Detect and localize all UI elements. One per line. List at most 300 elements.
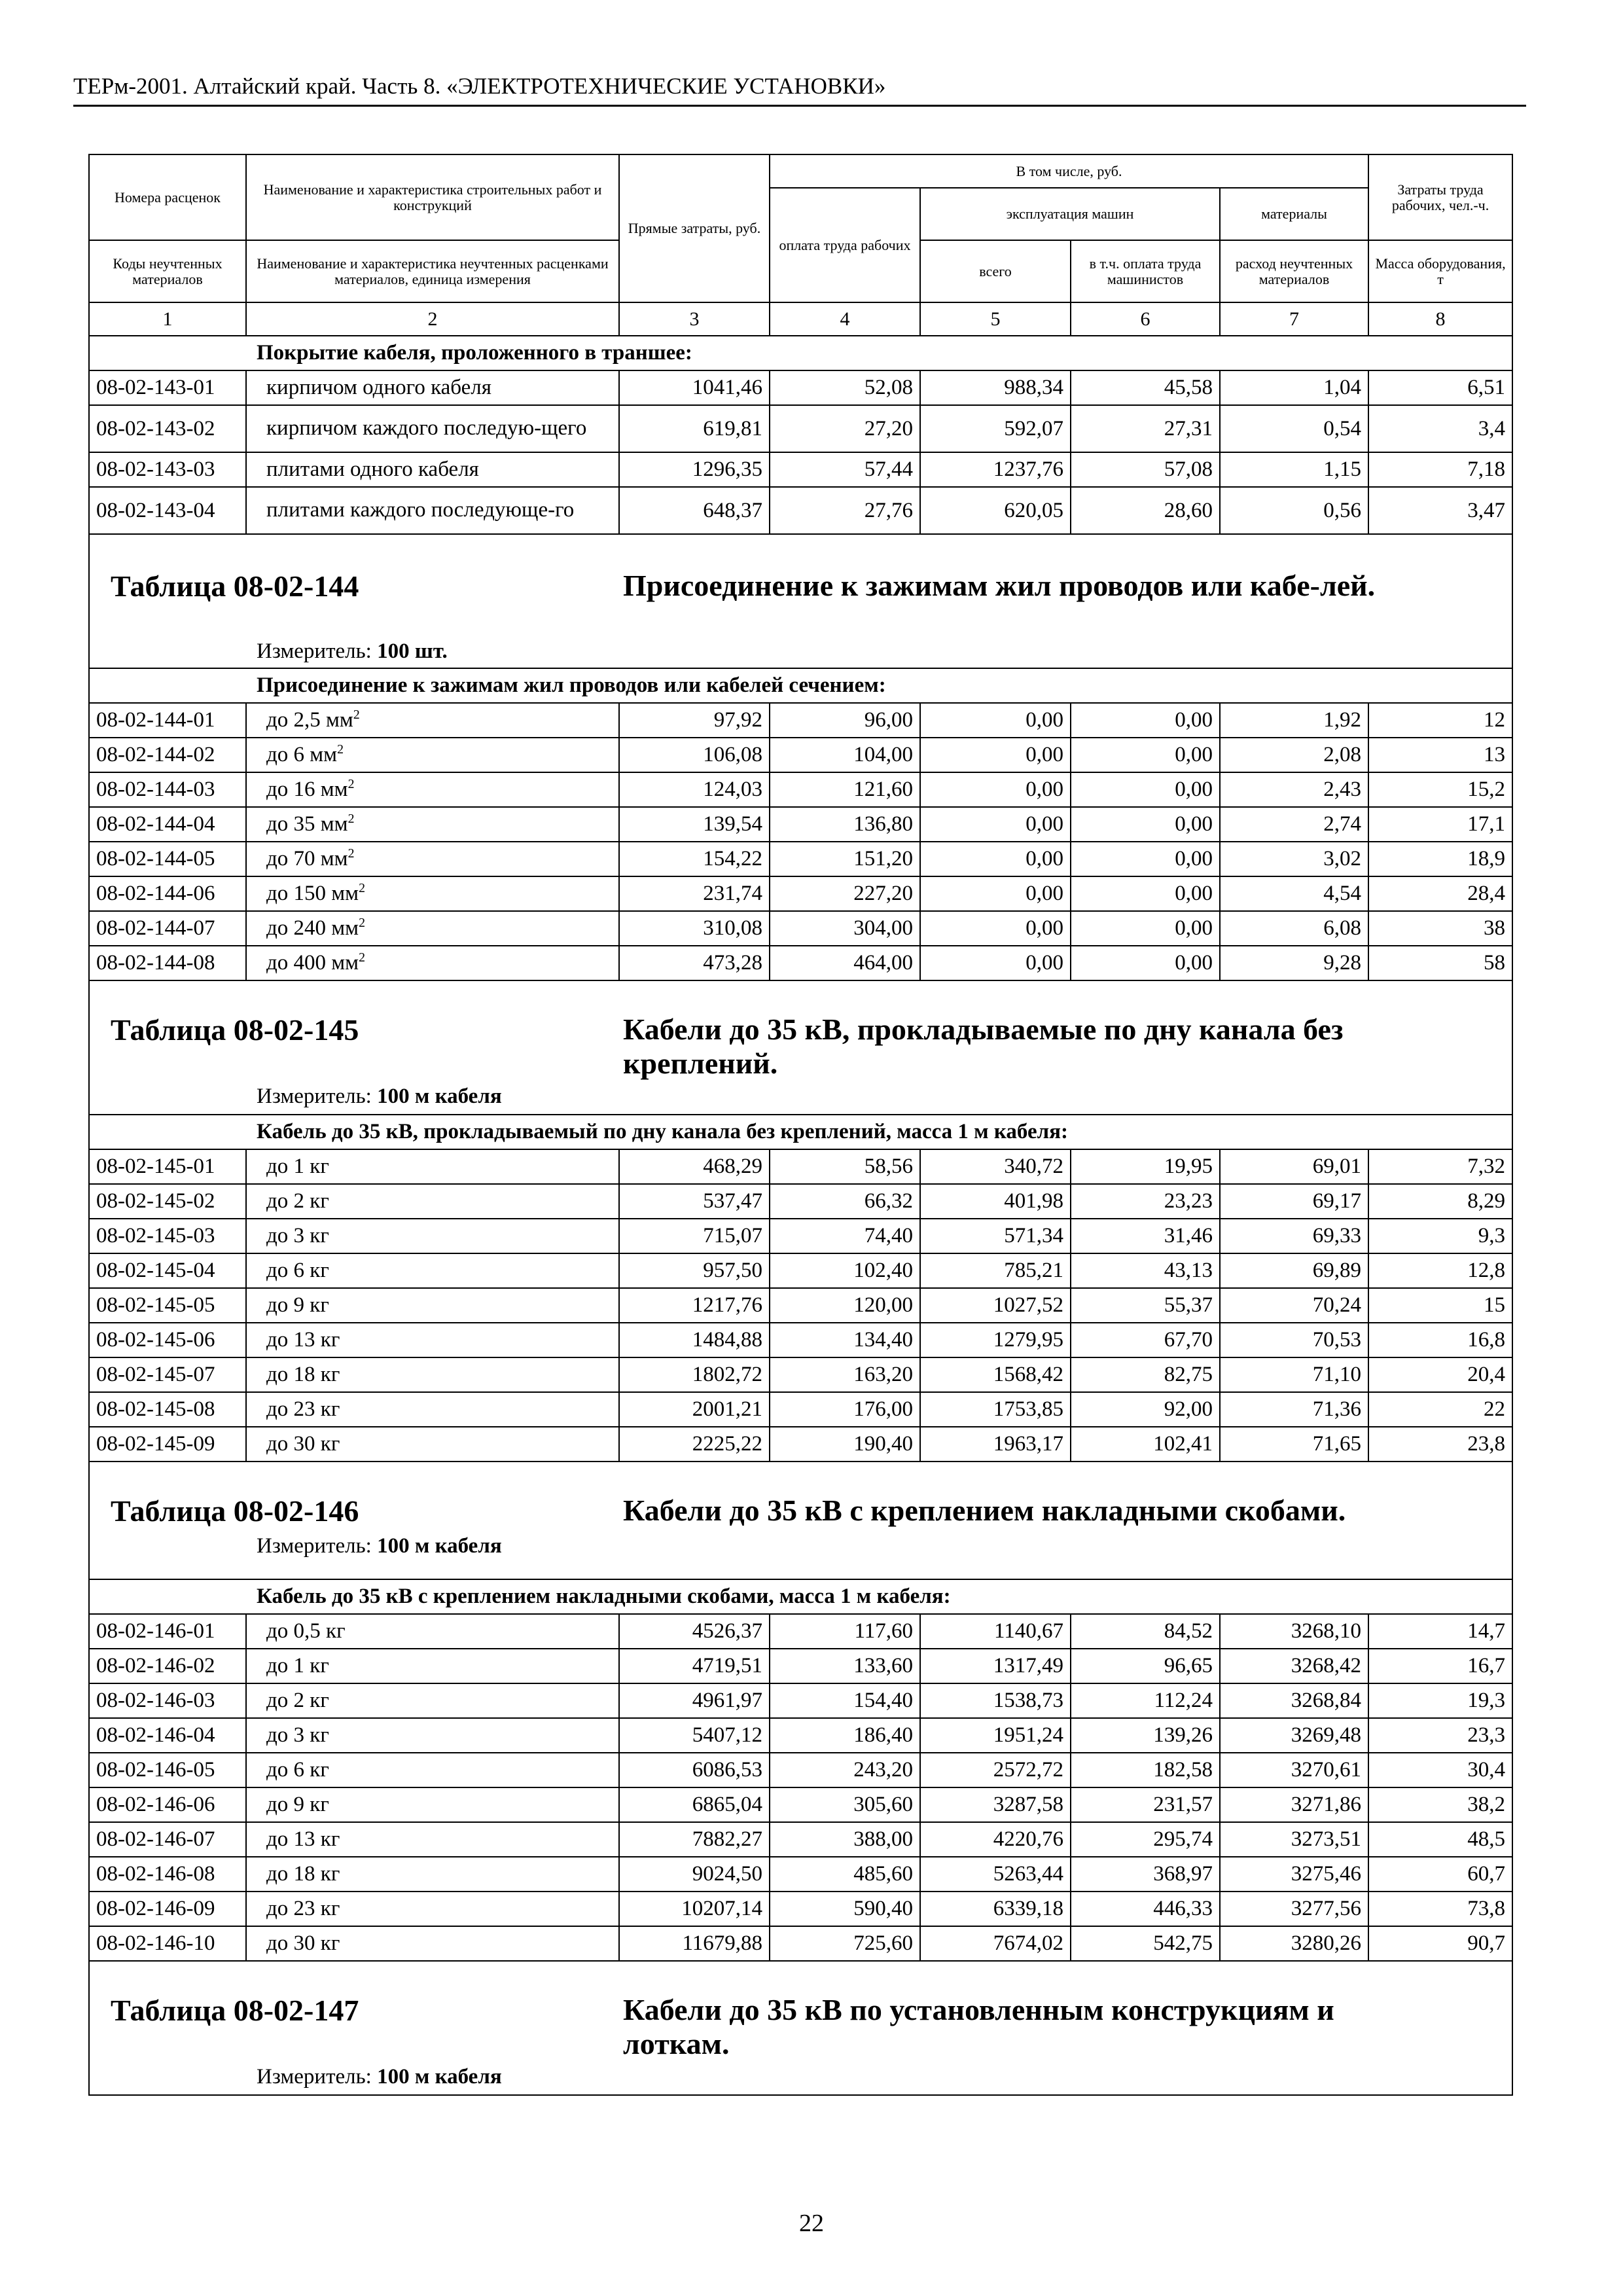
machinist-pay-value: 57,08 [1071, 452, 1220, 487]
machinist-pay-value: 542,75 [1071, 1926, 1220, 1961]
direct-costs-value: 9024,50 [619, 1857, 770, 1892]
table-row [89, 1857, 1512, 1892]
direct-costs-value: 473,28 [619, 946, 770, 980]
rate-code: 08-02-146-02 [89, 1649, 246, 1683]
table-row [89, 1149, 1512, 1184]
rate-name: до 9 кг [246, 1787, 619, 1822]
materials-value: 2,08 [1220, 738, 1368, 772]
rate-name: до 23 кг [246, 1892, 619, 1926]
col-number: 8 [1368, 302, 1512, 336]
rate-code: 08-02-146-07 [89, 1822, 246, 1857]
machinist-pay-value: 27,31 [1071, 405, 1220, 452]
col-header-unaccounted-name: Наименование и характеристика неучтенных расценками материалов, единица измерения [246, 240, 619, 302]
rate-code: 08-02-143-03 [89, 452, 246, 487]
rates-table [88, 154, 1513, 2096]
machinist-pay-value: 0,00 [1071, 807, 1220, 842]
rate-code: 08-02-146-01 [89, 1614, 246, 1649]
labor-cost-value: 16,7 [1368, 1649, 1512, 1683]
direct-costs-value: 1217,76 [619, 1288, 770, 1323]
labor-pay-value: 590,40 [770, 1892, 920, 1926]
table-row [89, 1184, 1512, 1219]
machines-total-value: 2572,72 [920, 1753, 1071, 1787]
rate-name: до 2,5 $мм^2$ [246, 703, 619, 738]
table-row [89, 370, 1512, 405]
table-row [89, 1357, 1512, 1392]
rate-name: плитами каждого последующе-го [246, 487, 619, 534]
table-row [89, 1288, 1512, 1323]
labor-cost-value: 90,7 [1368, 1926, 1512, 1961]
col-header-work-name: Наименование и характеристика строительных работ и конструкций [246, 154, 619, 240]
page-number: 22 [799, 2210, 824, 2237]
rate-name: до 30 кг [246, 1427, 619, 1462]
col-number: 5 [920, 302, 1071, 336]
machinist-pay-value: 55,37 [1071, 1288, 1220, 1323]
rate-name: до 13 кг [246, 1323, 619, 1357]
machines-total-value: 592,07 [920, 405, 1071, 452]
rate-name: до 30 кг [246, 1926, 619, 1961]
machines-total-value: 4220,76 [920, 1822, 1071, 1857]
direct-costs-value: 4526,37 [619, 1614, 770, 1649]
labor-cost-value: 30,4 [1368, 1753, 1512, 1787]
materials-value: 3270,61 [1220, 1753, 1368, 1787]
machinist-pay-value: 102,41 [1071, 1427, 1220, 1462]
rate-code: 08-02-146-10 [89, 1926, 246, 1961]
machines-total-value: 0,00 [920, 876, 1071, 911]
labor-cost-value: 7,32 [1368, 1149, 1512, 1184]
machines-total-value: 7674,02 [920, 1926, 1071, 1961]
materials-value: 3271,86 [1220, 1787, 1368, 1822]
rate-code: 08-02-145-03 [89, 1219, 246, 1253]
materials-value: 71,65 [1220, 1427, 1368, 1462]
table-146-heading [89, 1462, 1512, 1579]
table-row [89, 1614, 1512, 1649]
labor-pay-value: 102,40 [770, 1253, 920, 1288]
group-title-143: Покрытие кабеля, проложенного в траншее: [89, 336, 1512, 370]
table-row [89, 1219, 1512, 1253]
machinist-pay-value: 0,00 [1071, 876, 1220, 911]
group-title-144: Присоединение к зажимам жил проводов или кабелей сечением: [89, 668, 1512, 703]
labor-cost-value: 23,8 [1368, 1427, 1512, 1462]
col-number: 2 [246, 302, 619, 336]
col-header-total: всего [920, 240, 1071, 302]
table-row [89, 1892, 1512, 1926]
labor-cost-value: 19,3 [1368, 1683, 1512, 1718]
col-number: 1 [89, 302, 246, 336]
rate-code: 08-02-144-07 [89, 911, 246, 946]
labor-pay-value: 154,40 [770, 1683, 920, 1718]
machinist-pay-value: 0,00 [1071, 738, 1220, 772]
rate-name: до 1 кг [246, 1149, 619, 1184]
materials-value: 69,17 [1220, 1184, 1368, 1219]
labor-pay-value: 52,08 [770, 370, 920, 405]
machines-total-value: 620,05 [920, 487, 1071, 534]
direct-costs-value: 231,74 [619, 876, 770, 911]
table-row [89, 807, 1512, 842]
machinist-pay-value: 23,23 [1071, 1184, 1220, 1219]
labor-cost-value: 12 [1368, 703, 1512, 738]
col-header-equipment-mass: Масса оборудования, т [1368, 240, 1512, 302]
direct-costs-value: 4719,51 [619, 1649, 770, 1683]
labor-pay-value: 186,40 [770, 1718, 920, 1753]
machinist-pay-value: 82,75 [1071, 1357, 1220, 1392]
table-row [89, 1822, 1512, 1857]
rate-name: до 6 кг [246, 1753, 619, 1787]
machines-total-value: 0,00 [920, 772, 1071, 807]
direct-costs-value: 124,03 [619, 772, 770, 807]
labor-cost-value: 17,1 [1368, 807, 1512, 842]
machinist-pay-value: 28,60 [1071, 487, 1220, 534]
table-row [89, 842, 1512, 876]
materials-value: 3,02 [1220, 842, 1368, 876]
materials-value: 0,54 [1220, 405, 1368, 452]
rate-name: до 150 $мм^2$ [246, 876, 619, 911]
machinist-pay-value: 446,33 [1071, 1892, 1220, 1926]
labor-pay-value: 120,00 [770, 1288, 920, 1323]
col-header-machines: эксплуатация машин [920, 188, 1220, 240]
machinist-pay-value: 112,24 [1071, 1683, 1220, 1718]
materials-value: 3280,26 [1220, 1926, 1368, 1961]
rate-name: до 18 кг [246, 1857, 619, 1892]
rate-code: 08-02-146-06 [89, 1787, 246, 1822]
rate-name: до 23 кг [246, 1392, 619, 1427]
direct-costs-value: 1041,46 [619, 370, 770, 405]
labor-pay-value: 305,60 [770, 1787, 920, 1822]
machines-total-value: 0,00 [920, 946, 1071, 980]
labor-cost-value: 6,51 [1368, 370, 1512, 405]
direct-costs-value: 2225,22 [619, 1427, 770, 1462]
rate-code: 08-02-146-08 [89, 1857, 246, 1892]
rate-name: кирпичом одного кабеля [246, 370, 619, 405]
table-row [89, 876, 1512, 911]
rate-code: 08-02-146-05 [89, 1753, 246, 1787]
machines-total-value: 1963,17 [920, 1427, 1071, 1462]
labor-cost-value: 15 [1368, 1288, 1512, 1323]
table-measure: Измеритель: 100 м кабеля [257, 2065, 502, 2089]
materials-value: 1,92 [1220, 703, 1368, 738]
table-row [89, 1718, 1512, 1753]
col-number: 6 [1071, 302, 1220, 336]
table-row [89, 772, 1512, 807]
rate-code: 08-02-145-08 [89, 1392, 246, 1427]
direct-costs-value: 7882,27 [619, 1822, 770, 1857]
header-rule [73, 105, 1526, 107]
labor-cost-value: 3,4 [1368, 405, 1512, 452]
col-header-unaccounted-codes: Коды неучтенных материалов [89, 240, 246, 302]
labor-pay-value: 725,60 [770, 1926, 920, 1961]
machines-total-value: 401,98 [920, 1184, 1071, 1219]
labor-cost-value: 16,8 [1368, 1323, 1512, 1357]
rate-name: до 2 кг [246, 1184, 619, 1219]
direct-costs-value: 310,08 [619, 911, 770, 946]
rate-code: 08-02-144-06 [89, 876, 246, 911]
materials-value: 4,54 [1220, 876, 1368, 911]
rate-code: 08-02-145-01 [89, 1149, 246, 1184]
table-row [89, 703, 1512, 738]
materials-value: 3273,51 [1220, 1822, 1368, 1857]
machines-total-value: 1317,49 [920, 1649, 1071, 1683]
group-title-146: Кабель до 35 кВ с креплением накладными скобами, масса 1 м кабеля: [89, 1579, 1512, 1614]
rate-name: до 35 $мм^2$ [246, 807, 619, 842]
machinist-pay-value: 96,65 [1071, 1649, 1220, 1683]
table-measure: Измеритель: 100 шт. [257, 639, 448, 663]
col-header-material-use: расход неучтенных материалов [1220, 240, 1368, 302]
rate-code: 08-02-145-02 [89, 1184, 246, 1219]
table-row [89, 1392, 1512, 1427]
materials-value: 3268,42 [1220, 1649, 1368, 1683]
rate-code: 08-02-146-09 [89, 1892, 246, 1926]
machines-total-value: 6339,18 [920, 1892, 1071, 1926]
table-row [89, 1683, 1512, 1718]
materials-value: 1,04 [1220, 370, 1368, 405]
running-header: ТЕРм-2001. Алтайский край. Часть 8. «ЭЛЕКТРОТЕХНИЧЕСКИЕ УСТАНОВКИ» [73, 73, 886, 99]
machines-total-value: 0,00 [920, 703, 1071, 738]
materials-value: 9,28 [1220, 946, 1368, 980]
rate-name: до 0,5 кг [246, 1614, 619, 1649]
col-header-machinist-pay: в т.ч. оплата труда машинистов [1071, 240, 1220, 302]
machinist-pay-value: 43,13 [1071, 1253, 1220, 1288]
materials-value: 71,36 [1220, 1392, 1368, 1427]
machines-total-value: 1951,24 [920, 1718, 1071, 1753]
machinist-pay-value: 19,95 [1071, 1149, 1220, 1184]
machinist-pay-value: 67,70 [1071, 1323, 1220, 1357]
machines-total-value: 785,21 [920, 1253, 1071, 1288]
materials-value: 6,08 [1220, 911, 1368, 946]
materials-value: 70,24 [1220, 1288, 1368, 1323]
rate-name: до 16 $мм^2$ [246, 772, 619, 807]
labor-cost-value: 12,8 [1368, 1253, 1512, 1288]
labor-cost-value: 7,18 [1368, 452, 1512, 487]
labor-pay-value: 134,40 [770, 1323, 920, 1357]
table-row [89, 1323, 1512, 1357]
table-label: Таблица 08-02-146 [111, 1494, 359, 1528]
table-row [89, 487, 1512, 534]
labor-pay-value: 104,00 [770, 738, 920, 772]
rate-code: 08-02-143-02 [89, 405, 246, 452]
machines-total-value: 0,00 [920, 807, 1071, 842]
labor-pay-value: 163,20 [770, 1357, 920, 1392]
direct-costs-value: 957,50 [619, 1253, 770, 1288]
group-title-145: Кабель до 35 кВ, прокладываемый по дну канала без креплений, масса 1 м кабеля: [89, 1115, 1512, 1149]
machinist-pay-value: 295,74 [1071, 1822, 1220, 1857]
rate-code: 08-02-145-07 [89, 1357, 246, 1392]
table-label: Таблица 08-02-147 [111, 1994, 359, 2027]
materials-value: 69,89 [1220, 1253, 1368, 1288]
labor-pay-value: 304,00 [770, 911, 920, 946]
machines-total-value: 0,00 [920, 842, 1071, 876]
table-row [89, 946, 1512, 980]
rate-code: 08-02-144-01 [89, 703, 246, 738]
materials-value: 3275,46 [1220, 1857, 1368, 1892]
table-144-heading [89, 534, 1512, 668]
materials-value: 71,10 [1220, 1357, 1368, 1392]
direct-costs-value: 4961,97 [619, 1683, 770, 1718]
direct-costs-value: 2001,21 [619, 1392, 770, 1427]
table-row [89, 1753, 1512, 1787]
labor-pay-value: 227,20 [770, 876, 920, 911]
machinist-pay-value: 139,26 [1071, 1718, 1220, 1753]
rate-name: до 400 $мм^2$ [246, 946, 619, 980]
rate-code: 08-02-144-02 [89, 738, 246, 772]
machinist-pay-value: 0,00 [1071, 703, 1220, 738]
labor-cost-value: 15,2 [1368, 772, 1512, 807]
labor-cost-value: 20,4 [1368, 1357, 1512, 1392]
col-header-including: В том числе, руб. [770, 154, 1368, 188]
rate-code: 08-02-145-04 [89, 1253, 246, 1288]
labor-cost-value: 38,2 [1368, 1787, 1512, 1822]
labor-pay-value: 464,00 [770, 946, 920, 980]
materials-value: 3269,48 [1220, 1718, 1368, 1753]
labor-pay-value: 151,20 [770, 842, 920, 876]
machinist-pay-value: 0,00 [1071, 946, 1220, 980]
direct-costs-value: 619,81 [619, 405, 770, 452]
rate-code: 08-02-145-09 [89, 1427, 246, 1462]
rate-name: кирпичом каждого последую-щего [246, 405, 619, 452]
direct-costs-value: 106,08 [619, 738, 770, 772]
labor-cost-value: 23,3 [1368, 1718, 1512, 1753]
rate-name: до 3 кг [246, 1718, 619, 1753]
rate-name: до 1 кг [246, 1649, 619, 1683]
machines-total-value: 988,34 [920, 370, 1071, 405]
table-row [89, 738, 1512, 772]
rate-name: до 13 кг [246, 1822, 619, 1857]
labor-pay-value: 117,60 [770, 1614, 920, 1649]
rate-name: до 70 $мм^2$ [246, 842, 619, 876]
labor-pay-value: 66,32 [770, 1184, 920, 1219]
rate-code: 08-02-144-05 [89, 842, 246, 876]
col-header-labor-cost: Затраты труда рабочих, чел.-ч. [1368, 154, 1512, 240]
materials-value: 70,53 [1220, 1323, 1368, 1357]
direct-costs-value: 5407,12 [619, 1718, 770, 1753]
labor-pay-value: 27,76 [770, 487, 920, 534]
labor-pay-value: 27,20 [770, 405, 920, 452]
rate-name: до 2 кг [246, 1683, 619, 1718]
rate-name: плитами одного кабеля [246, 452, 619, 487]
rate-name: до 18 кг [246, 1357, 619, 1392]
machines-total-value: 1753,85 [920, 1392, 1071, 1427]
machines-total-value: 1140,67 [920, 1614, 1071, 1649]
direct-costs-value: 1802,72 [619, 1357, 770, 1392]
table-145-heading [89, 980, 1512, 1115]
materials-value: 3268,10 [1220, 1614, 1368, 1649]
table-label: Таблица 08-02-144 [111, 569, 359, 603]
materials-value: 0,56 [1220, 487, 1368, 534]
rate-code: 08-02-146-03 [89, 1683, 246, 1718]
machines-total-value: 5263,44 [920, 1857, 1071, 1892]
labor-cost-value: 8,29 [1368, 1184, 1512, 1219]
table-title: Кабели до 35 кВ, прокладываемые по дну канала без креплений. [623, 1013, 1344, 1080]
machines-total-value: 0,00 [920, 911, 1071, 946]
machines-total-value: 1237,76 [920, 452, 1071, 487]
labor-pay-value: 96,00 [770, 703, 920, 738]
table-label: Таблица 08-02-145 [111, 1013, 359, 1047]
machines-total-value: 3287,58 [920, 1787, 1071, 1822]
machinist-pay-value: 0,00 [1071, 772, 1220, 807]
table-measure: Измеритель: 100 м кабеля [257, 1085, 502, 1108]
labor-pay-value: 190,40 [770, 1427, 920, 1462]
labor-pay-value: 176,00 [770, 1392, 920, 1427]
rate-code: 08-02-145-05 [89, 1288, 246, 1323]
rate-code: 08-02-144-08 [89, 946, 246, 980]
machines-total-value: 340,72 [920, 1149, 1071, 1184]
labor-pay-value: 388,00 [770, 1822, 920, 1857]
machines-total-value: 1538,73 [920, 1683, 1071, 1718]
materials-value: 2,43 [1220, 772, 1368, 807]
machines-total-value: 1027,52 [920, 1288, 1071, 1323]
col-header-labor-pay: оплата труда рабочих [770, 188, 920, 302]
materials-value: 3268,84 [1220, 1683, 1368, 1718]
rate-name: до 3 кг [246, 1219, 619, 1253]
machinist-pay-value: 84,52 [1071, 1614, 1220, 1649]
table-title: Кабели до 35 кВ с креплением накладными скобами. [623, 1494, 1346, 1527]
machines-total-value: 1279,95 [920, 1323, 1071, 1357]
table-row [89, 405, 1512, 452]
machines-total-value: 571,34 [920, 1219, 1071, 1253]
labor-pay-value: 57,44 [770, 452, 920, 487]
machinist-pay-value: 45,58 [1071, 370, 1220, 405]
direct-costs-value: 11679,88 [619, 1926, 770, 1961]
machines-total-value: 1568,42 [920, 1357, 1071, 1392]
direct-costs-value: 10207,14 [619, 1892, 770, 1926]
materials-value: 2,74 [1220, 807, 1368, 842]
direct-costs-value: 468,29 [619, 1149, 770, 1184]
machines-total-value: 0,00 [920, 738, 1071, 772]
table-row [89, 1427, 1512, 1462]
rate-name: до 240 $мм^2$ [246, 911, 619, 946]
labor-pay-value: 74,40 [770, 1219, 920, 1253]
machinist-pay-value: 0,00 [1071, 911, 1220, 946]
labor-pay-value: 121,60 [770, 772, 920, 807]
direct-costs-value: 139,54 [619, 807, 770, 842]
machinist-pay-value: 31,46 [1071, 1219, 1220, 1253]
machinist-pay-value: 368,97 [1071, 1857, 1220, 1892]
table-row [89, 1253, 1512, 1288]
machinist-pay-value: 0,00 [1071, 842, 1220, 876]
table-row [89, 452, 1512, 487]
materials-value: 69,33 [1220, 1219, 1368, 1253]
machinist-pay-value: 182,58 [1071, 1753, 1220, 1787]
col-header-rate-numbers: Номера расценок [89, 154, 246, 240]
labor-cost-value: 58 [1368, 946, 1512, 980]
table-row [89, 1787, 1512, 1822]
materials-value: 3277,56 [1220, 1892, 1368, 1926]
table-title: Кабели до 35 кВ по установленным конструкциям и лоткам. [623, 1993, 1334, 2060]
direct-costs-value: 97,92 [619, 703, 770, 738]
direct-costs-value: 715,07 [619, 1219, 770, 1253]
materials-value: 1,15 [1220, 452, 1368, 487]
rate-code: 08-02-143-01 [89, 370, 246, 405]
labor-pay-value: 243,20 [770, 1753, 920, 1787]
col-number: 7 [1220, 302, 1368, 336]
direct-costs-value: 1484,88 [619, 1323, 770, 1357]
labor-cost-value: 18,9 [1368, 842, 1512, 876]
direct-costs-value: 154,22 [619, 842, 770, 876]
rate-code: 08-02-146-04 [89, 1718, 246, 1753]
labor-cost-value: 14,7 [1368, 1614, 1512, 1649]
table-row [89, 911, 1512, 946]
labor-cost-value: 22 [1368, 1392, 1512, 1427]
labor-cost-value: 28,4 [1368, 876, 1512, 911]
direct-costs-value: 6086,53 [619, 1753, 770, 1787]
rate-code: 08-02-144-03 [89, 772, 246, 807]
labor-pay-value: 136,80 [770, 807, 920, 842]
table-row [89, 1649, 1512, 1683]
labor-pay-value: 133,60 [770, 1649, 920, 1683]
direct-costs-value: 537,47 [619, 1184, 770, 1219]
table-measure: Измеритель: 100 м кабеля [257, 1534, 502, 1558]
table-147-heading [89, 1961, 1512, 2095]
rate-code: 08-02-145-06 [89, 1323, 246, 1357]
labor-cost-value: 13 [1368, 738, 1512, 772]
